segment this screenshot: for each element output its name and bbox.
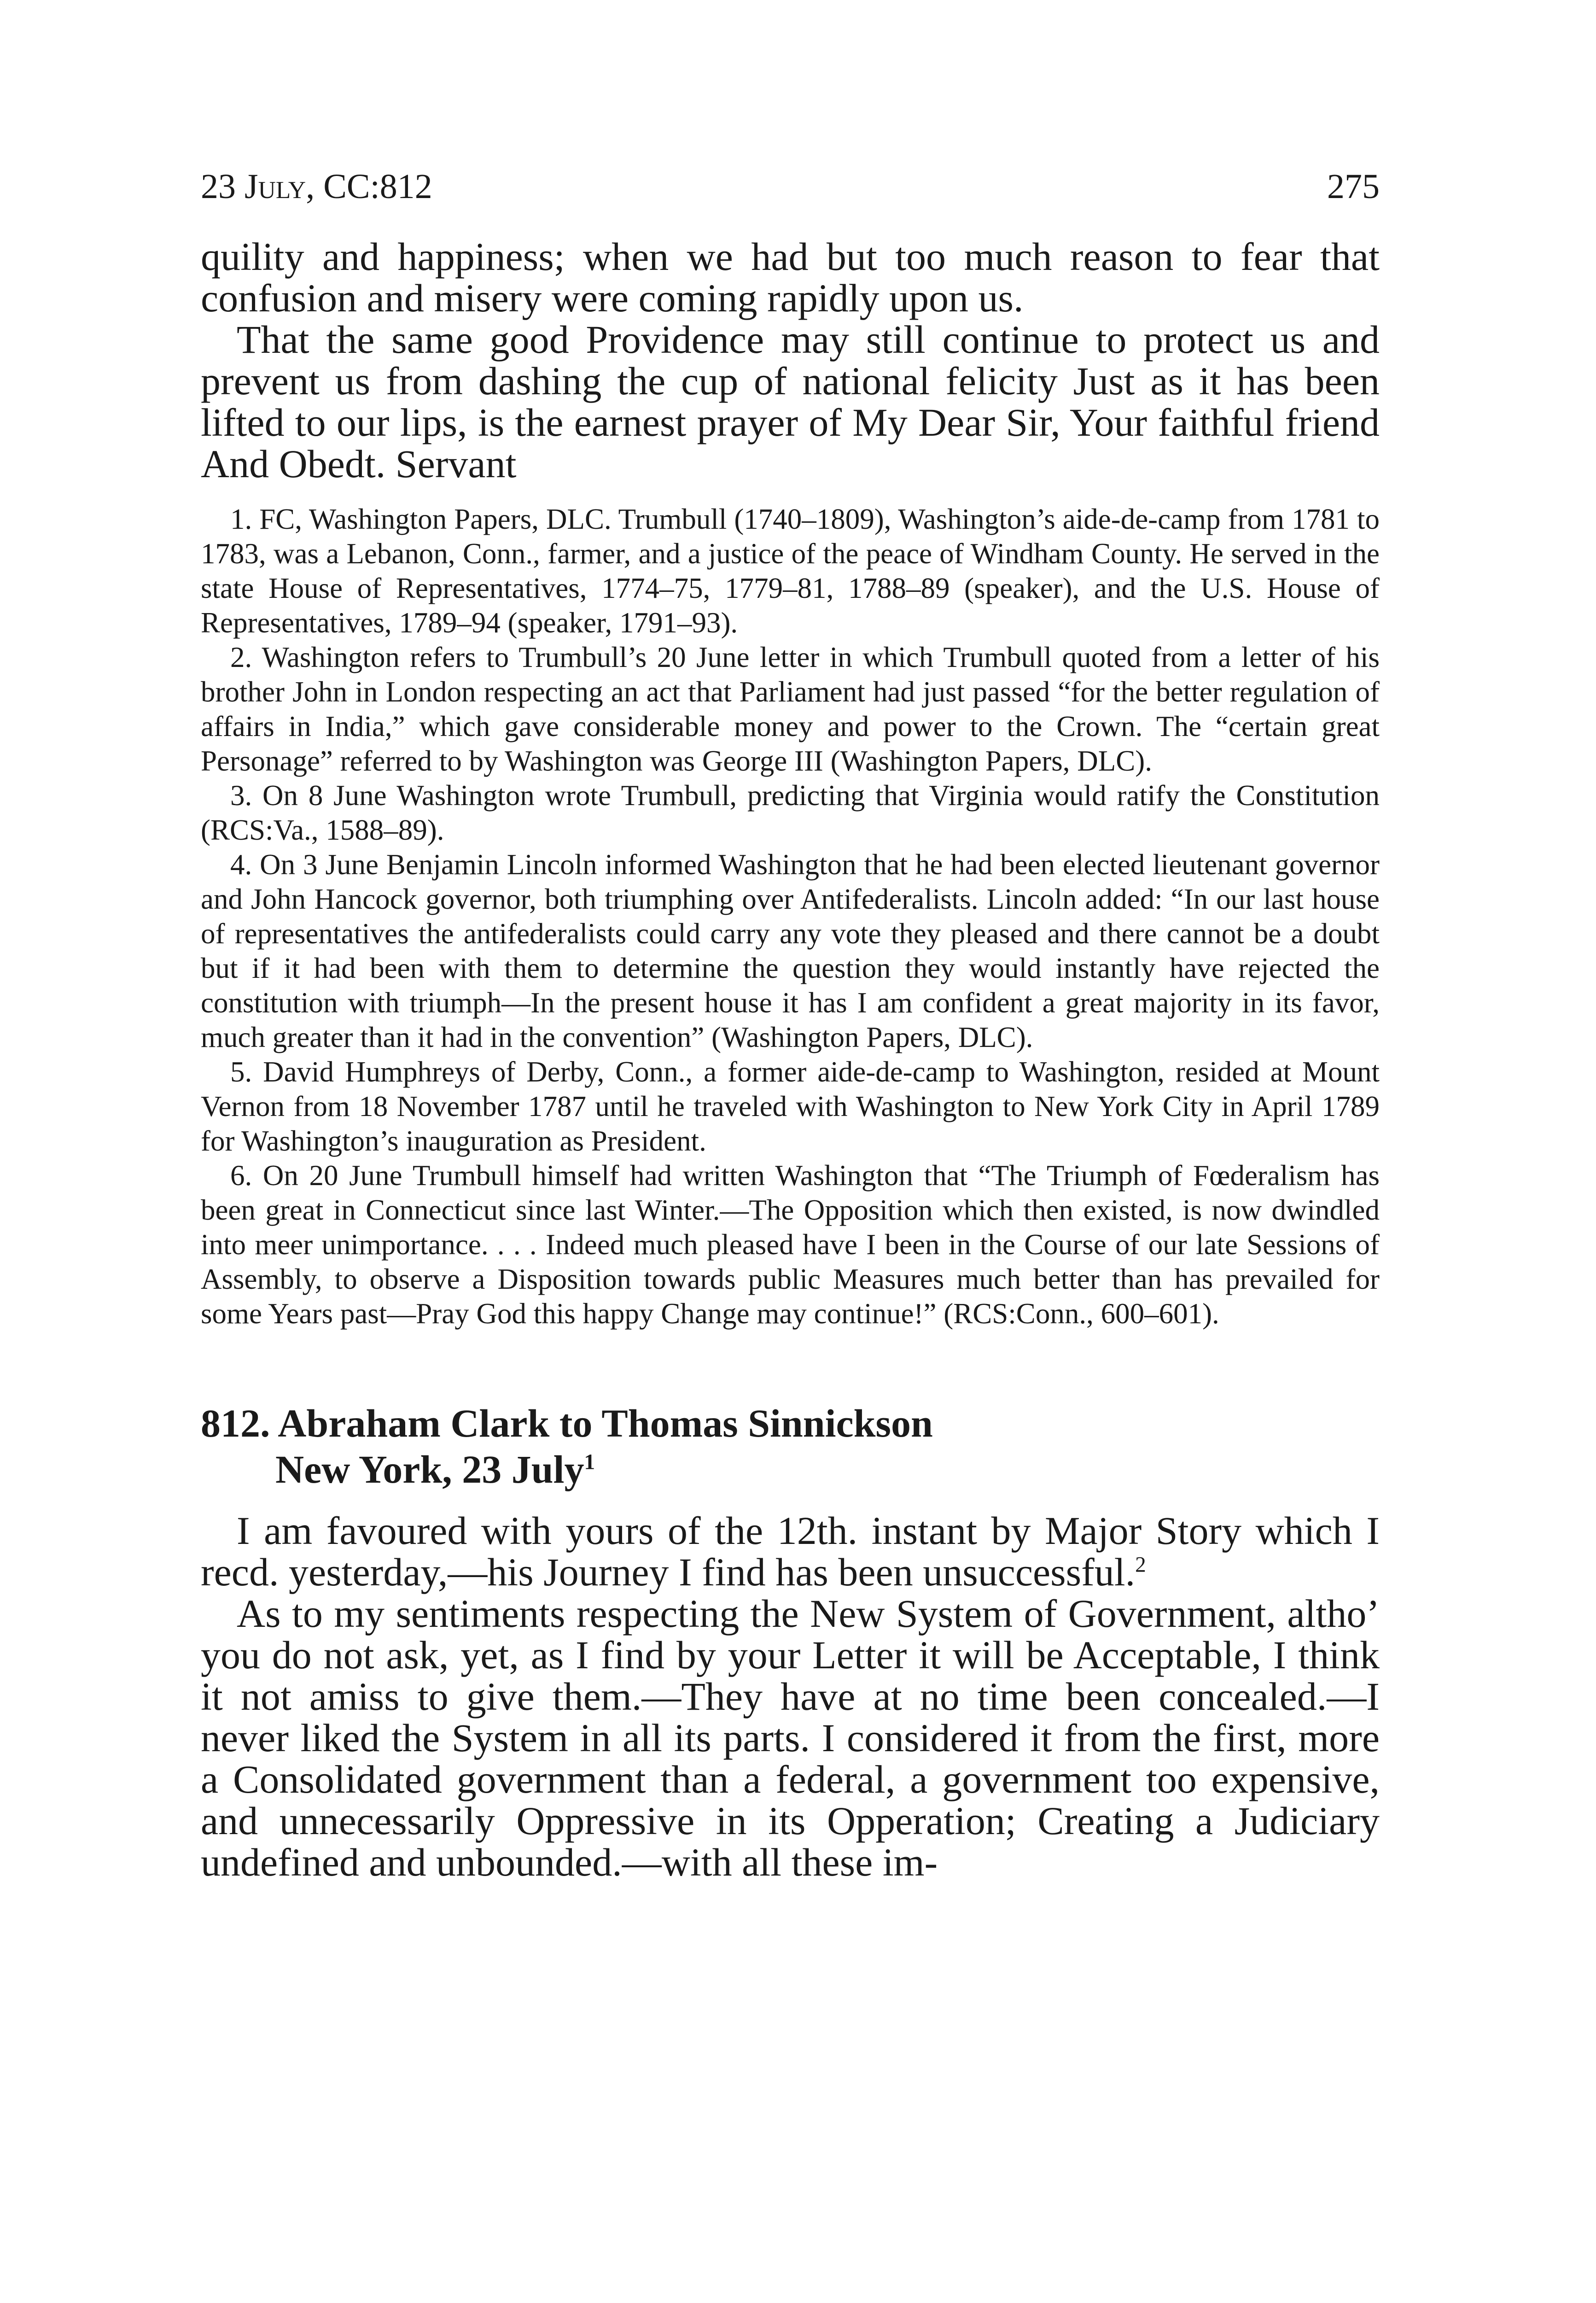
footnote: 1. FC, Washington Papers, DLC. Trumbull (1740–1809), Washington’s aide-de-camp from 1781 to 1783, was a Lebanon, Conn., farmer, and a justice of the peace of Windham County. He served in the state House of Representatives, 1774–75, 1779–81, 1788–89 (speaker), and the U.S. House of Representatives, 1789–94 (speaker, 1791–93). bbox=[201, 503, 1380, 639]
document-heading-dateline bbox=[201, 1446, 1380, 1492]
footnote: 5. David Humphreys of Derby, Conn., a former aide-de-camp to Washington, resided at Mount Vernon from 18 November 1787 until he traveled with Washington to New York City in April 1789 for Washington’s inauguration as President. bbox=[201, 1056, 1380, 1157]
letter-paragraph-text: I am favoured with yours of the 12th. instant by Major Story which I recd. yesterday,—his Journey I find has been unsuccessful. bbox=[201, 1508, 1380, 1594]
footnote: 4. On 3 June Benjamin Lincoln informed Washington that he had been elected lieutenant governor and John Hancock governor, both triumphing over Antifederalists. Lincoln added: “In our last house of representatives the antifederalists could carry any vote they pleased and there cannot be a doubt but if it had been with them to determine the question they would instantly have rejected the constitution with triumph—In the present house it has I am confident a great majority in its favor, much greater than it had in the convention” (Washington Papers, DLC). bbox=[201, 848, 1380, 1053]
document-heading bbox=[201, 1400, 1380, 1492]
note-reference: 2 bbox=[1135, 1553, 1146, 1577]
footnote: 3. On 8 June Washington wrote Trumbull, predicting that Virginia would ratify the Constitution (RCS:Va., 1588–89). bbox=[201, 779, 1380, 846]
running-head-left bbox=[201, 166, 432, 207]
footnote: 6. On 20 June Trumbull himself had written Washington that “The Triumph of Fœderalism has been great in Connecticut since last Winter.—The Opposition which then existed, is now dwindled into meer unimportance. . . . Indeed much pleased have I been in the Course of our late Sessions of Assembly, to observe a Disposition towards public Measures much better than has prevailed for some Years past—Pray God this happy Change may continue!” (RCS:Conn., 600–601). bbox=[201, 1159, 1380, 1330]
page-number: 275 bbox=[1327, 167, 1380, 206]
running-head bbox=[201, 166, 1380, 207]
footnote: 2. Washington refers to Trumbull’s 20 June letter in which Trumbull quoted from a letter of his brother John in London respecting an act that Parliament had just passed “for the better regulation of affairs in India,” which gave considerable money and power to the Crown. The “certain great Personage” referred to by Washington was George III (Washington Papers, DLC). bbox=[201, 641, 1380, 777]
document-dateline: New York, 23 July bbox=[275, 1447, 584, 1491]
letter-812 bbox=[201, 1510, 1380, 1883]
book-page bbox=[201, 166, 1380, 1883]
letter-paragraph: quility and happiness; when we had but too much reason to fear that confusion and misery were coming rapidly upon us. bbox=[201, 234, 1380, 320]
running-head-date: 23 July bbox=[201, 167, 306, 206]
footnotes bbox=[201, 502, 1380, 1331]
letter-paragraph: That the same good Providence may still continue to protect us and prevent us from dashing the cup of national felicity Just as it has been lifted to our lips, is the earnest prayer of My Dear Sir, Your faithful friend And Obedt. Servant bbox=[201, 317, 1380, 486]
letter-paragraph: As to my sentiments respecting the New System of Government, altho’ you do not ask, yet, as I find by your Letter it will be Acceptable, I think it not amiss to give them.—They have at no time been concealed.—I never liked the System in all its parts. I considered it from the first, more a Consolidated government than a federal, a government too expensive, and unnecessarily Oppressive in its Opperation; Creating a Judiciary undefined and unbounded.—with all these im- bbox=[201, 1591, 1380, 1884]
running-head-ref: , CC:812 bbox=[306, 167, 432, 206]
note-reference: 1 bbox=[584, 1450, 595, 1474]
letter-paragraph bbox=[201, 1510, 1380, 1593]
continued-letter bbox=[201, 236, 1380, 485]
document-heading-title: 812. Abraham Clark to Thomas Sinnickson bbox=[201, 1401, 933, 1445]
